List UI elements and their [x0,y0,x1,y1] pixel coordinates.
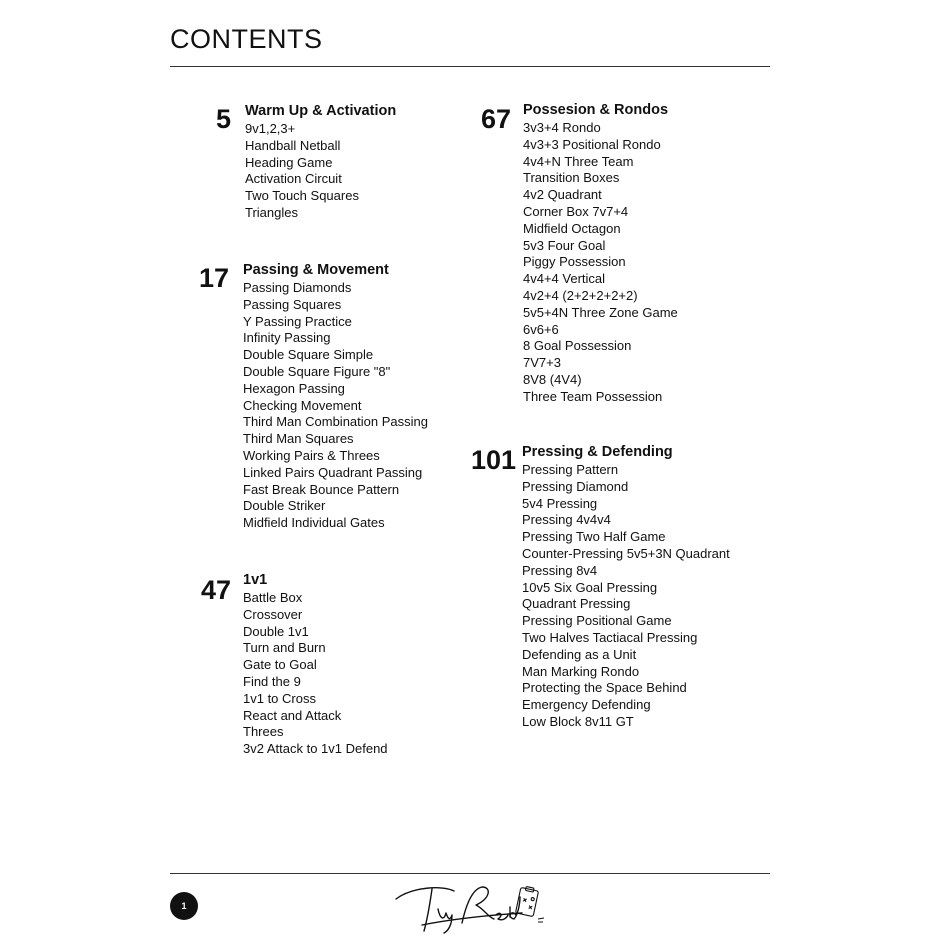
toc-item[interactable]: Third Man Combination Passing [243,414,428,430]
toc-item[interactable]: 7V7+3 [523,355,561,371]
toc-item[interactable]: 9v1,2,3+ [245,121,296,136]
toc-section-passing-movement [198,261,428,532]
toc-item[interactable]: Double 1v1 [243,623,309,639]
toc-item[interactable]: Man Marking Rondo [522,663,640,679]
section-title[interactable]: 1v1 [243,572,268,588]
toc-item[interactable]: Handball Netball [245,137,341,153]
toc-item[interactable]: Gate to Goal [243,657,317,673]
toc-item[interactable]: Checking Movement [243,397,362,413]
toc-item[interactable]: 4v3+3 Positional Rondo [523,136,661,152]
toc-item[interactable]: Transition Boxes [523,170,620,186]
toc-item[interactable]: Midfield Octagon [523,220,621,236]
toc-item[interactable]: Y Passing Practice [243,313,352,329]
toc-item[interactable]: Protecting the Space Behind [522,680,687,696]
toc-item[interactable]: 6v6+6 [523,321,559,337]
toc-item[interactable]: Activation Circuit [245,171,342,187]
toc-item[interactable]: Battle Box [243,590,303,605]
section-title[interactable]: Possesion & Rondos [523,102,669,118]
toc-item[interactable]: Passing Diamonds [243,280,352,295]
section-item-list [243,280,428,532]
toc-item[interactable]: Linked Pairs Quadrant Passing [243,464,423,480]
toc-item[interactable]: Fast Break Bounce Pattern [243,481,400,497]
toc-item[interactable]: Quadrant Pressing [522,596,631,612]
section-page-number: 5 [215,104,231,134]
toc-item[interactable]: Crossover [243,606,303,622]
section-page-number: 17 [198,263,229,293]
toc-item[interactable]: Two Halves Tactiacal Pressing [522,629,698,645]
toc-item[interactable]: Piggy Possession [523,254,626,270]
toc-item[interactable]: Passing Squares [243,296,342,312]
toc-item[interactable]: 8V8 (4V4) [523,371,582,387]
section-title[interactable]: Warm Up & Activation [245,103,397,119]
section-item-list [245,121,396,222]
toc-section-pressing-defending [470,443,730,731]
section-title[interactable]: Pressing & Defending [522,444,673,460]
toc-item[interactable]: Pressing Positional Game [522,613,672,629]
toc-item[interactable]: 1v1 to Cross [243,690,316,706]
toc-item[interactable]: Turn and Burn [243,640,326,656]
toc-item[interactable]: Pressing Two Half Game [522,529,666,545]
toc-item[interactable]: Midfield Individual Gates [243,515,385,531]
toc-item[interactable]: React and Attack [243,707,342,723]
toc-item[interactable]: Pressing Pattern [522,462,619,477]
toc-item[interactable]: Double Striker [243,498,326,514]
toc-item[interactable]: 10v5 Six Goal Pressing [522,579,658,595]
toc-item[interactable]: Hexagon Passing [243,380,345,396]
toc-section-warm-up [215,102,397,222]
toc-section-possession-rondos [480,101,678,406]
toc-item[interactable]: Threes [243,724,284,740]
toc-item[interactable]: Double Square Figure "8" [243,363,391,379]
toc-item[interactable]: 4v2+4 (2+2+2+2+2) [523,287,638,303]
toc-item[interactable]: Emergency Defending [522,697,651,713]
toc-item[interactable]: Two Touch Squares [245,188,359,204]
section-title[interactable]: Passing & Movement [243,262,389,278]
toc-item[interactable]: 5v4 Pressing [522,495,598,511]
section-page-number: 101 [470,445,516,475]
header-divider [170,66,770,67]
section-page-number: 47 [200,575,231,605]
toc-item[interactable]: Find the 9 [243,673,301,689]
section-item-list [523,120,678,406]
toc-item[interactable]: Triangles [245,204,298,220]
toc-item[interactable]: Working Pairs & Threes [243,447,380,463]
toc-item[interactable]: 8 Goal Possession [523,338,632,354]
toc-item[interactable]: Double Square Simple [243,347,374,363]
page-number-badge: 1 [170,892,198,920]
toc-section-1v1 [200,571,388,758]
section-item-list [522,462,730,731]
toc-item[interactable]: Heading Game [245,154,333,170]
section-page-number: 67 [480,104,511,134]
toc-item[interactable]: Third Man Squares [243,431,354,447]
page-title: CONTENTS [170,24,323,54]
toc-item[interactable]: 3v3+4 Rondo [523,120,601,135]
toc-item[interactable]: 4v2 Quadrant [523,187,602,203]
signature-logo [392,879,552,935]
toc-item[interactable]: Defending as a Unit [522,646,637,662]
toc-item[interactable]: Pressing Diamond [522,478,629,494]
toc-item[interactable]: Pressing 8v4 [522,562,598,578]
toc-item[interactable]: Infinity Passing [243,330,331,346]
toc-item[interactable]: 5v3 Four Goal [523,237,606,253]
toc-item[interactable]: 4v4+N Three Team [523,153,634,169]
toc-item[interactable]: Low Block 8v11 GT [522,713,634,729]
toc-item[interactable]: 4v4+4 Vertical [523,271,606,287]
toc-item[interactable]: Pressing 4v4v4 [522,512,611,528]
footer-divider [170,873,770,874]
section-item-list [243,590,388,758]
toc-item[interactable]: Three Team Possession [523,388,663,404]
toc-item[interactable]: Counter-Pressing 5v5+3N Quadrant [522,545,730,561]
toc-item[interactable]: Corner Box 7v7+4 [523,203,629,219]
toc-item[interactable]: 5v5+4N Three Zone Game [523,304,678,320]
toc-item[interactable]: 3v2 Attack to 1v1 Defend [243,741,388,757]
